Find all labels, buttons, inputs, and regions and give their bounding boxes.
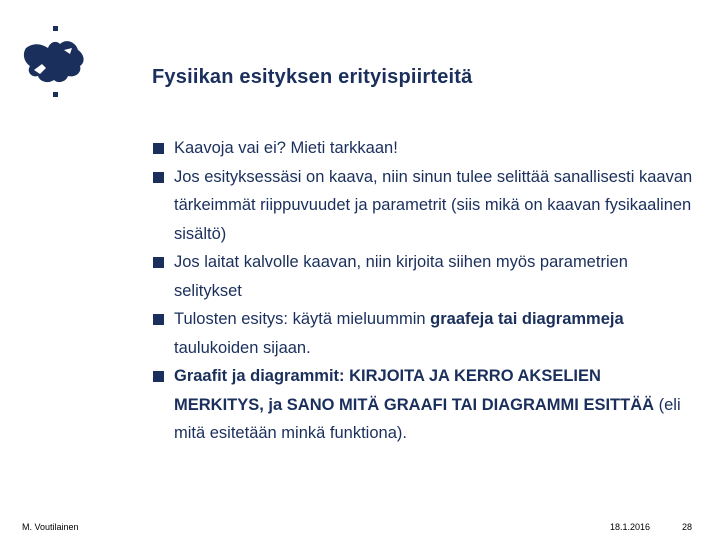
slide-title: Fysiikan esityksen erityispiirteitä	[152, 66, 473, 88]
bullet-text: Kaavoja vai ei? Mieti tarkkaan!	[174, 139, 398, 157]
bullet-item	[150, 248, 695, 305]
bullet-item	[150, 163, 695, 249]
page-number: 28	[682, 522, 693, 532]
bullet-item	[150, 134, 695, 163]
bullet-text-bold: Graafit ja diagrammit: KIRJOITA JA KERRO AKSELIEN MERKITYS, ja SANO MITÄ GRAAFI TAI DIAGRAMMI ESITTÄÄ	[174, 367, 655, 414]
bullet-text: Jos laitat kalvolle kaavan, niin kirjoita siihen myös parametrien selitykset	[174, 253, 628, 300]
bullet-text-bold: graafeja tai diagrammeja	[430, 310, 624, 328]
bullet-list	[150, 134, 695, 448]
bullet-item	[150, 305, 695, 362]
square-bullet-icon	[153, 257, 164, 268]
square-bullet-icon	[153, 314, 164, 325]
square-bullet-icon	[153, 143, 164, 154]
bullet-text: Jos esityksessäsi on kaava, niin sinun tulee selittää sanallisesti kaavan tärkeimmät riippuvuudet ja parametrit (siis mikä on kaavan fysikaalinen sisältö)	[174, 167, 693, 243]
footer-date: 18.1.2016	[610, 522, 651, 532]
square-bullet-icon	[153, 371, 164, 382]
footer-author: M. Voutilainen	[22, 522, 79, 532]
square-bullet-icon	[153, 172, 164, 183]
bullet-text: taulukoiden sijaan.	[174, 338, 311, 357]
bullet-text: Tulosten esitys: käytä mieluummin	[174, 310, 431, 328]
bullet-text: (eli mitä esitetään minkä funktiona).	[174, 395, 681, 442]
bullet-item	[150, 362, 695, 448]
university-logo-icon	[20, 24, 90, 99]
